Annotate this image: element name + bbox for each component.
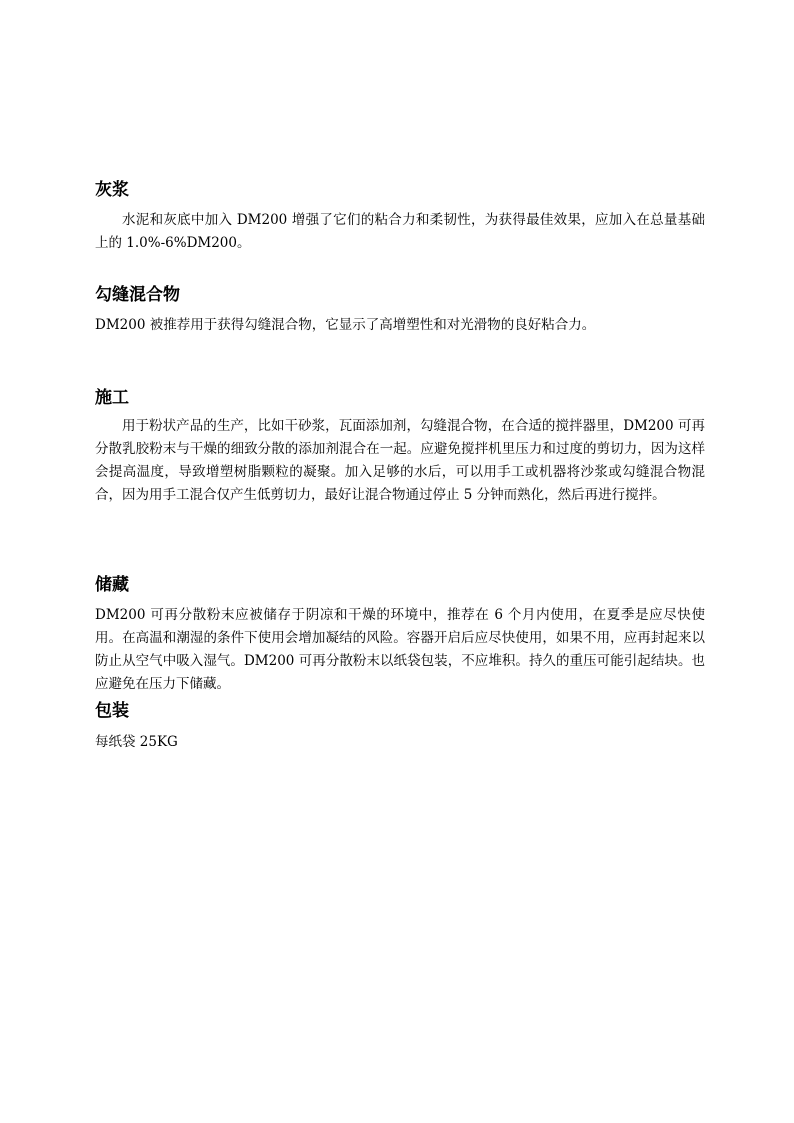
section-heading-mortar: 灰浆 xyxy=(95,180,129,200)
section-heading-grout: 勾缝混合物 xyxy=(95,285,180,305)
section-body-packaging: 每纸袋 25KG xyxy=(95,734,178,750)
section-body-application: 用于粉状产品的生产，比如干砂浆，瓦面添加剂，勾缝混合物，在合适的搅拌器里，DM200 可再分散乳胶粉末与干燥的细致分散的添加剂混合在一起。应避免搅拌机里压力和过度的剪切力，因为这样会提高温度，导致增塑树脂颗粒的凝聚。加入足够的水后，可以用手工或机器将沙浆或勾缝混合物混合，因为用手工混合仅产生低剪切力，最好让混合物通过停止 5 分钟而熟化，然后再进行搅拌。 xyxy=(95,418,705,503)
section-body-mortar: 水泥和灰底中加入 DM200 增强了它们的粘合力和柔韧性，为获得最佳效果，应加入在总量基础上的 1.0%-6%DM200。 xyxy=(95,212,705,251)
section-body-grout: DM200 被推荐用于获得勾缝混合物，它显示了高增塑性和对光滑物的良好粘合力。 xyxy=(95,317,596,333)
section-heading-application: 施工 xyxy=(95,388,129,408)
section-heading-storage: 储藏 xyxy=(95,575,129,595)
section-body-storage: DM200 可再分散粉末应被储存于阴凉和干燥的环境中，推荐在 6 个月内使用，在夏季是应尽快使用。在高温和潮湿的条件下使用会增加凝结的风险。容器开启后应尽快使用，如果不用，应再封起来以防止从空气中吸入湿气。DM200 可再分散粉末以纸袋包装，不应堆积。持久的重压可能引起结块。也应避免在压力下储藏。 xyxy=(95,607,705,692)
section-heading-packaging: 包装 xyxy=(95,701,129,721)
